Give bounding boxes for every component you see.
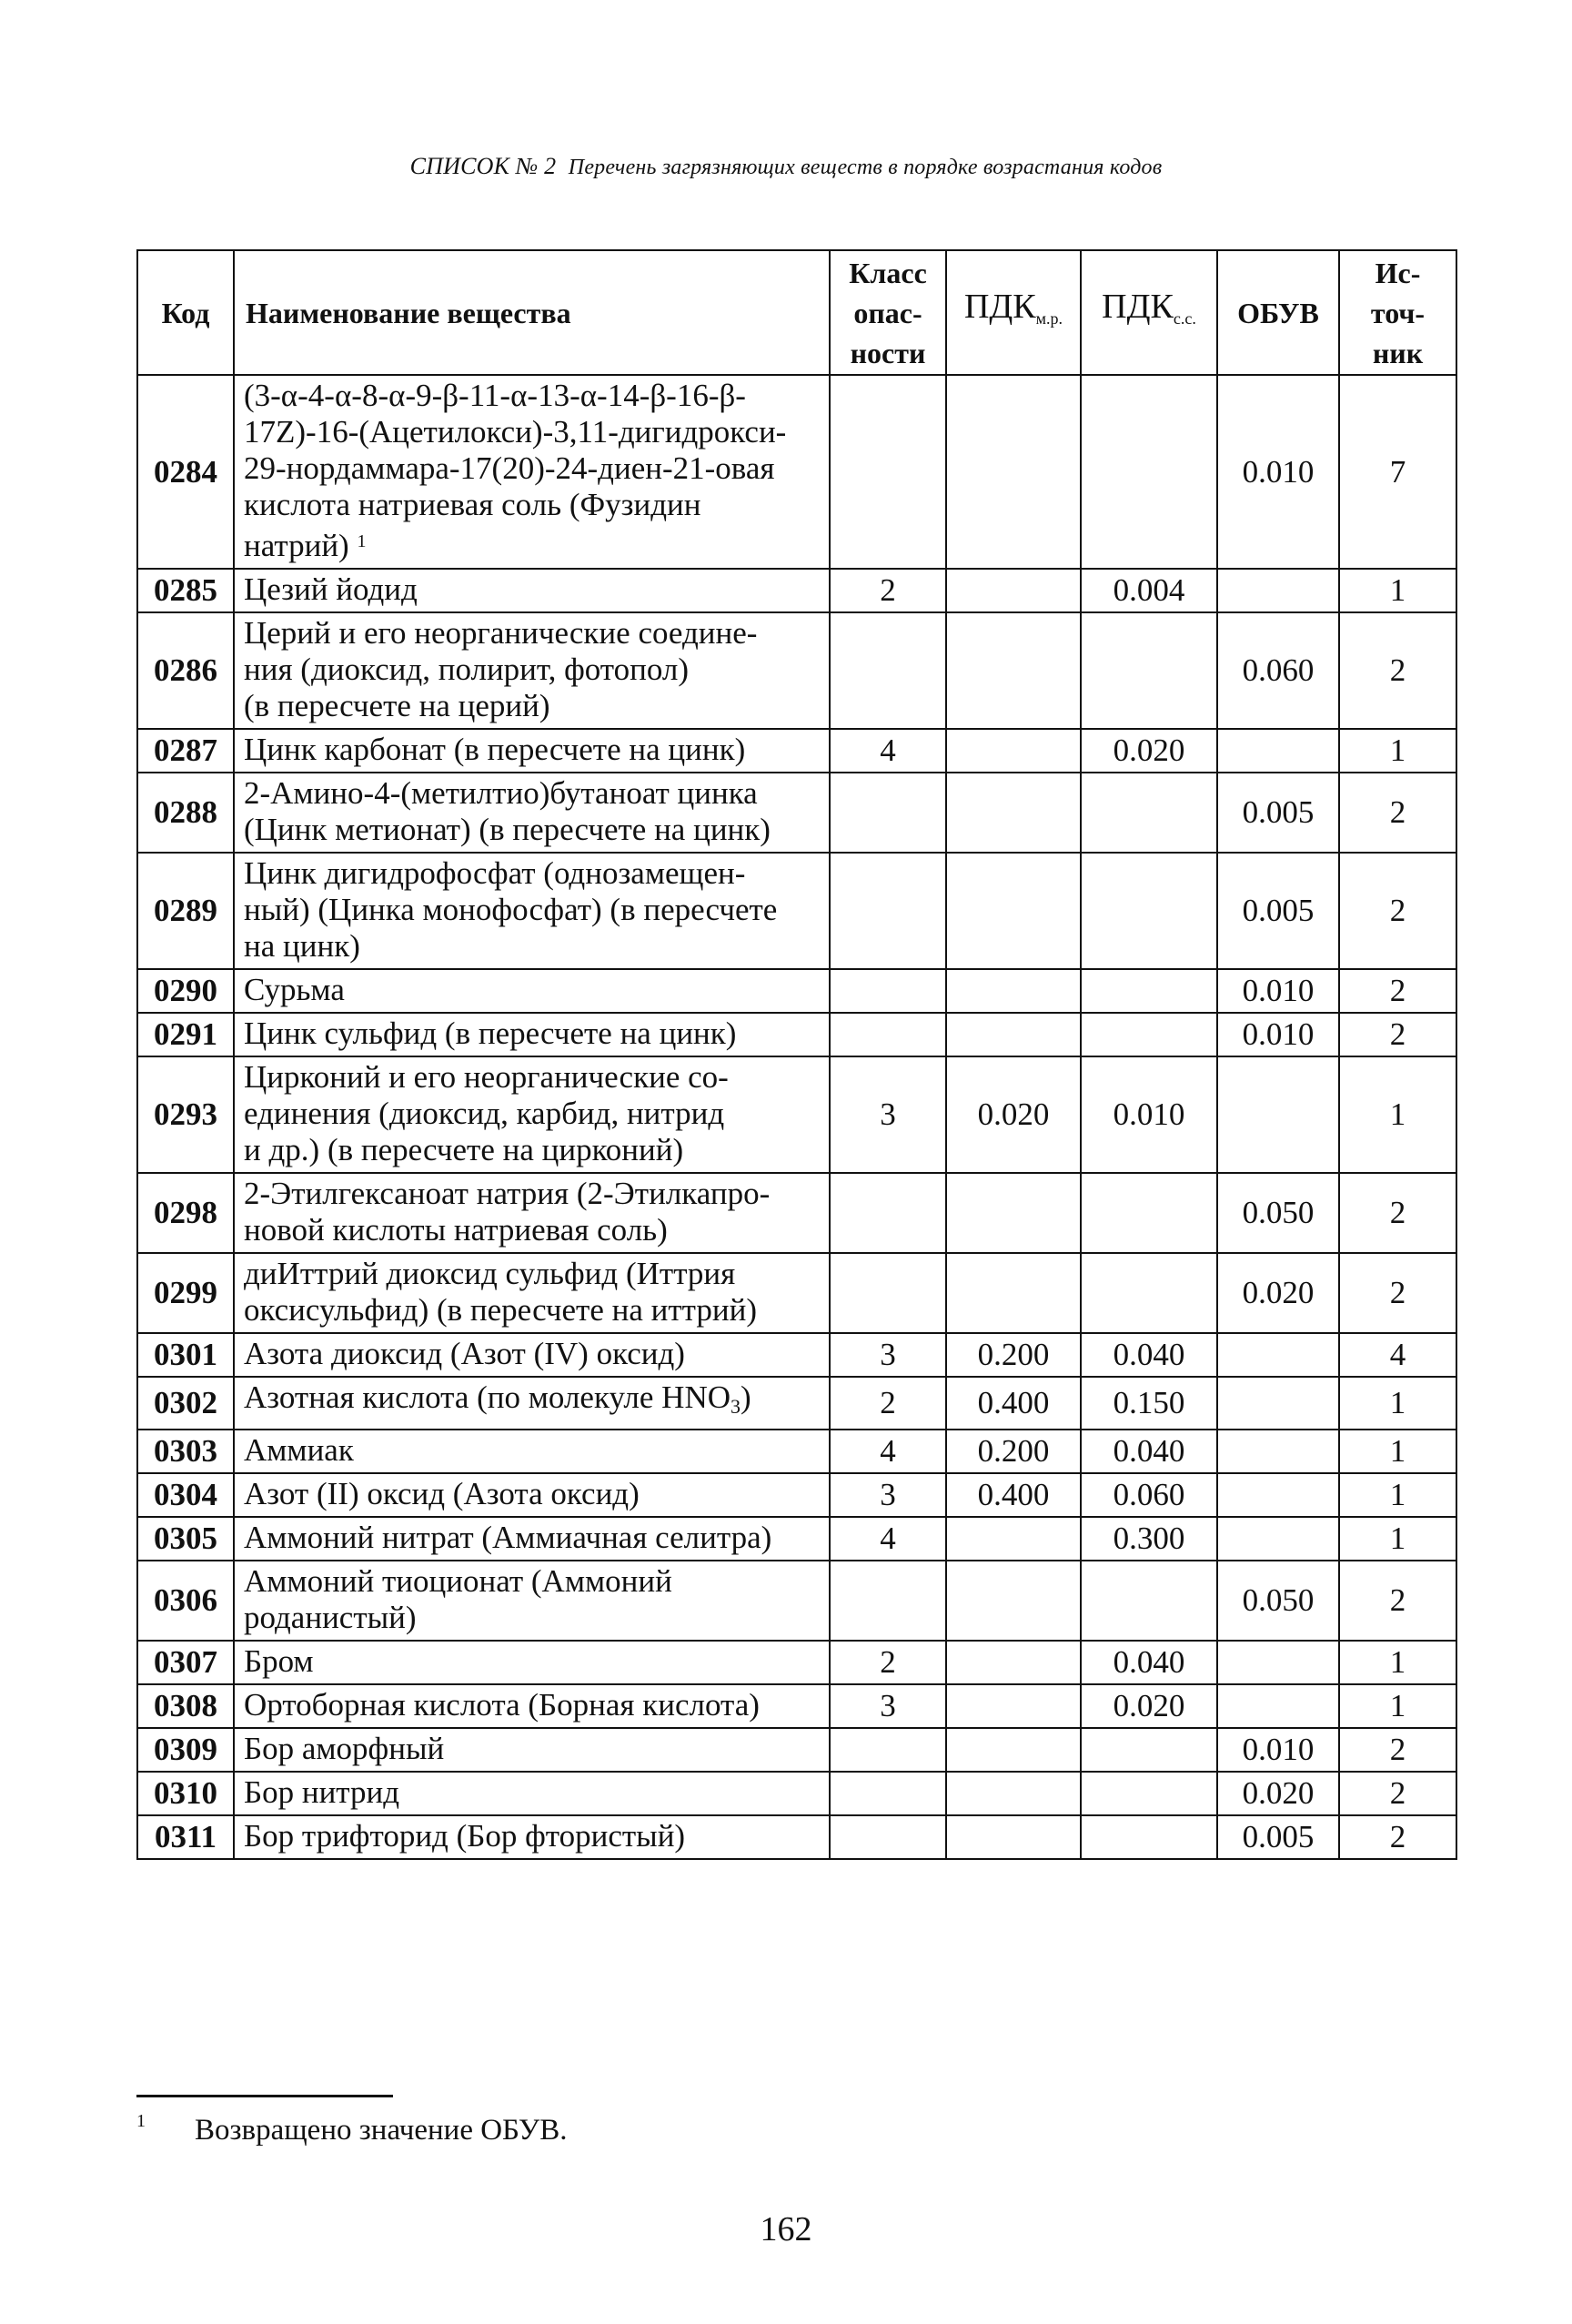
- obuv: 0.020: [1217, 1772, 1339, 1815]
- source: 2: [1339, 853, 1456, 969]
- pdk-mr: [946, 969, 1081, 1013]
- hazard-class: [830, 1253, 946, 1333]
- table-row: [137, 1430, 1456, 1473]
- substance-code: 0298: [137, 1173, 234, 1253]
- obuv: [1217, 569, 1339, 612]
- pdk-ss: [1081, 773, 1217, 853]
- list-title: СПИСОК № 2: [409, 153, 557, 179]
- page-number: 162: [760, 2210, 812, 2248]
- table-row: [137, 1684, 1456, 1728]
- hazard-class: 2: [830, 1641, 946, 1684]
- substance-code: 0289: [137, 853, 234, 969]
- substance-name: Церий и его неорганические соедине- ния (диоксид, полирит, фотопол) (в пересчете на церий): [234, 612, 830, 729]
- source: 2: [1339, 969, 1456, 1013]
- pdk-mr: [946, 1641, 1081, 1684]
- table-body: [137, 375, 1456, 1859]
- pdk-ss: [1081, 969, 1217, 1013]
- source: 1: [1339, 569, 1456, 612]
- table-row: [137, 1333, 1456, 1377]
- obuv: [1217, 1377, 1339, 1430]
- pdk-mr: [946, 1013, 1081, 1056]
- substance-code: 0309: [137, 1728, 234, 1772]
- pdk-mr: [946, 612, 1081, 729]
- hazard-class: 3: [830, 1333, 946, 1377]
- pdk-ss: 0.040: [1081, 1430, 1217, 1473]
- hazard-class: [830, 1728, 946, 1772]
- table-header-row: [137, 250, 1456, 375]
- table-row: [137, 853, 1456, 969]
- obuv: 0.005: [1217, 853, 1339, 969]
- pdk-ss: 0.010: [1081, 1056, 1217, 1173]
- pdk-mr: [946, 1772, 1081, 1815]
- substance-name: Цинк сульфид (в пересчете на цинк): [234, 1013, 830, 1056]
- obuv: 0.050: [1217, 1173, 1339, 1253]
- obuv: 0.005: [1217, 773, 1339, 853]
- table-row: [137, 729, 1456, 773]
- obuv: 0.010: [1217, 1728, 1339, 1772]
- hazard-class: 2: [830, 1377, 946, 1430]
- footnote-mark: 1: [136, 2111, 146, 2131]
- obuv: 0.010: [1217, 1013, 1339, 1056]
- table-row: [137, 1772, 1456, 1815]
- col-header-code: Код: [137, 250, 234, 375]
- obuv: 0.010: [1217, 969, 1339, 1013]
- table-row: [137, 1056, 1456, 1173]
- hazard-class: 3: [830, 1056, 946, 1173]
- substance-code: 0288: [137, 773, 234, 853]
- source: 2: [1339, 773, 1456, 853]
- col-header-pdk-ss: $ПДК_{с.с.}$: [1081, 250, 1217, 375]
- hazard-class: [830, 1561, 946, 1641]
- table-row: [137, 773, 1456, 853]
- pdk-mr: [946, 1684, 1081, 1728]
- substance-name: Азота диоксид (Азот (IV) оксид): [234, 1333, 830, 1377]
- pdk-mr: [946, 729, 1081, 773]
- source: 2: [1339, 1815, 1456, 1859]
- pdk-mr: [946, 1253, 1081, 1333]
- hazard-class: [830, 375, 946, 569]
- source: 1: [1339, 1473, 1456, 1517]
- substance-code: 0305: [137, 1517, 234, 1561]
- source: 1: [1339, 1684, 1456, 1728]
- source: 1: [1339, 1517, 1456, 1561]
- table-row: [137, 569, 1456, 612]
- substance-name: Цинк дигидрофосфат (однозамещен- ный) (Цинка монофосфат) (в пересчете на цинк): [234, 853, 830, 969]
- obuv: [1217, 1473, 1339, 1517]
- col-header-name: Наименование вещества: [234, 250, 830, 375]
- substance-code: 0286: [137, 612, 234, 729]
- pollutants-table: [136, 249, 1457, 1860]
- hazard-class: [830, 773, 946, 853]
- substance-name: Азот (II) оксид (Азота оксид): [234, 1473, 830, 1517]
- substance-code: 0303: [137, 1430, 234, 1473]
- table-row: [137, 1641, 1456, 1684]
- substance-name: Ортоборная кислота (Борная кислота): [234, 1684, 830, 1728]
- source: 1: [1339, 1056, 1456, 1173]
- substance-code: 0308: [137, 1684, 234, 1728]
- pdk-ss: [1081, 853, 1217, 969]
- hazard-class: 4: [830, 729, 946, 773]
- hazard-class: [830, 1815, 946, 1859]
- substance-code: 0307: [137, 1641, 234, 1684]
- obuv: [1217, 729, 1339, 773]
- substance-code: 0285: [137, 569, 234, 612]
- pdk-mr: 0.200: [946, 1333, 1081, 1377]
- obuv: 0.020: [1217, 1253, 1339, 1333]
- substance-code: 0311: [137, 1815, 234, 1859]
- pdk-ss: [1081, 1013, 1217, 1056]
- obuv: 0.010: [1217, 375, 1339, 569]
- obuv: [1217, 1430, 1339, 1473]
- pdk-ss: [1081, 1253, 1217, 1333]
- pdk-ss: 0.020: [1081, 729, 1217, 773]
- list-subtitle: Перечень загрязняющих веществ в порядке возрастания кодов: [568, 156, 1163, 179]
- pdk-ss: [1081, 1173, 1217, 1253]
- hazard-class: [830, 969, 946, 1013]
- substance-code: 0301: [137, 1333, 234, 1377]
- table-row: [137, 1377, 1456, 1430]
- pdk-mr: [946, 1815, 1081, 1859]
- pdk-mr: [946, 773, 1081, 853]
- substance-name: Бор аморфный: [234, 1728, 830, 1772]
- substance-name: Цинк карбонат (в пересчете на цинк): [234, 729, 830, 773]
- hazard-class: 3: [830, 1473, 946, 1517]
- pdk-mr: [946, 375, 1081, 569]
- pdk-mr: [946, 1517, 1081, 1561]
- col-header-obuv: ОБУВ: [1217, 250, 1339, 375]
- substance-code: 0310: [137, 1772, 234, 1815]
- obuv: 0.060: [1217, 612, 1339, 729]
- pdk-ss: [1081, 1728, 1217, 1772]
- substance-code: 0284: [137, 375, 234, 569]
- pdk-ss: [1081, 1772, 1217, 1815]
- obuv: [1217, 1517, 1339, 1561]
- pdk-mr: [946, 1561, 1081, 1641]
- hazard-class: [830, 853, 946, 969]
- table-row: [137, 612, 1456, 729]
- obuv: [1217, 1333, 1339, 1377]
- col-header-source: Ис- точ- ник: [1339, 250, 1456, 375]
- table-row: [137, 1728, 1456, 1772]
- pdk-ss: 0.020: [1081, 1684, 1217, 1728]
- source: 2: [1339, 1253, 1456, 1333]
- pdk-ss: 0.300: [1081, 1517, 1217, 1561]
- pdk-ss: 0.150: [1081, 1377, 1217, 1430]
- pdk-mr: [946, 853, 1081, 969]
- substance-name: (3-α-4-α-8-α-9-β-11-α-13-α-14-β-16-β- 17Z)-16-(Ацетилокси)-3,11-дигидрокси- 29-нордаммара-17(20)-24-диен-21-овая кислота натриевая соль (Фузидин натрий) $^1$: [234, 375, 830, 569]
- footnote-text: Возвращено значение ОБУВ.: [195, 2114, 568, 2147]
- substance-name: 2-Этилгексаноат натрия (2-Этилкапро- новой кислоты натриевая соль): [234, 1173, 830, 1253]
- hazard-class: [830, 1013, 946, 1056]
- hazard-class: [830, 612, 946, 729]
- substance-code: 0302: [137, 1377, 234, 1430]
- table-row: [137, 1815, 1456, 1859]
- substance-code: 0287: [137, 729, 234, 773]
- substance-code: 0304: [137, 1473, 234, 1517]
- obuv: 0.050: [1217, 1561, 1339, 1641]
- substance-name: Цезий йодид: [234, 569, 830, 612]
- obuv: [1217, 1056, 1339, 1173]
- substance-name: диИттрий диоксид сульфид (Иттрия оксисульфид) (в пересчете на иттрий): [234, 1253, 830, 1333]
- footnote-divider: [136, 2095, 393, 2097]
- substance-name: Цирконий и его неорганические со- единения (диоксид, карбид, нитрид и др.) (в пересчете на цирконий): [234, 1056, 830, 1173]
- table-row: [137, 1253, 1456, 1333]
- substance-name: Бор трифторид (Бор фтористый): [234, 1815, 830, 1859]
- obuv: [1217, 1641, 1339, 1684]
- obuv: [1217, 1684, 1339, 1728]
- hazard-class: [830, 1772, 946, 1815]
- source: 1: [1339, 1641, 1456, 1684]
- substance-name: Аммоний тиоционат (Аммоний роданистый): [234, 1561, 830, 1641]
- obuv: 0.005: [1217, 1815, 1339, 1859]
- table-row: [137, 1517, 1456, 1561]
- substance-code: 0293: [137, 1056, 234, 1173]
- substance-name: Бор нитрид: [234, 1772, 830, 1815]
- table-row: [137, 1561, 1456, 1641]
- pdk-ss: 0.060: [1081, 1473, 1217, 1517]
- table-row: [137, 969, 1456, 1013]
- pdk-ss: 0.040: [1081, 1641, 1217, 1684]
- source: 2: [1339, 612, 1456, 729]
- source: 4: [1339, 1333, 1456, 1377]
- substance-name: 2-Амино-4-(метилтио)бутаноат цинка (Цинк метионат) (в пересчете на цинк): [234, 773, 830, 853]
- pdk-mr: 0.020: [946, 1056, 1081, 1173]
- pdk-ss: 0.040: [1081, 1333, 1217, 1377]
- pdk-mr: [946, 1728, 1081, 1772]
- hazard-class: [830, 1173, 946, 1253]
- source: 2: [1339, 1013, 1456, 1056]
- page-header: [0, 153, 1572, 180]
- substance-name: Аммиак: [234, 1430, 830, 1473]
- table-row: [137, 1173, 1456, 1253]
- hazard-class: 3: [830, 1684, 946, 1728]
- source: 2: [1339, 1728, 1456, 1772]
- pdk-ss: [1081, 1815, 1217, 1859]
- pdk-ss: [1081, 1561, 1217, 1641]
- table-row: [137, 1013, 1456, 1056]
- substance-code: 0299: [137, 1253, 234, 1333]
- substance-name: Сурьма: [234, 969, 830, 1013]
- substance-code: 0291: [137, 1013, 234, 1056]
- source: 1: [1339, 1377, 1456, 1430]
- table-row: [137, 1473, 1456, 1517]
- pdk-mr: [946, 1173, 1081, 1253]
- col-header-pdk-mr: $ПДК_{м.р.}$: [946, 250, 1081, 375]
- source: 1: [1339, 1430, 1456, 1473]
- source: 2: [1339, 1772, 1456, 1815]
- pdk-ss: 0.004: [1081, 569, 1217, 612]
- pdk-mr: 0.400: [946, 1473, 1081, 1517]
- pdk-ss: [1081, 375, 1217, 569]
- substance-name: Аммоний нитрат (Аммиачная селитра): [234, 1517, 830, 1561]
- footnote: [136, 2111, 567, 2147]
- col-header-hazard-class: Класс опас- ности: [830, 250, 946, 375]
- table-row: [137, 375, 1456, 569]
- hazard-class: 4: [830, 1517, 946, 1561]
- pdk-mr: 0.200: [946, 1430, 1081, 1473]
- hazard-class: 2: [830, 569, 946, 612]
- source: 1: [1339, 729, 1456, 773]
- pdk-mr: [946, 569, 1081, 612]
- pdk-ss: [1081, 612, 1217, 729]
- source: 7: [1339, 375, 1456, 569]
- substance-code: 0290: [137, 969, 234, 1013]
- substance-name: Азотная кислота (по молекуле $HNO_3$): [234, 1377, 830, 1430]
- source: 2: [1339, 1173, 1456, 1253]
- pdk-mr: 0.400: [946, 1377, 1081, 1430]
- hazard-class: 4: [830, 1430, 946, 1473]
- footnote-ref: 1: [357, 531, 367, 551]
- source: 2: [1339, 1561, 1456, 1641]
- substance-name: Бром: [234, 1641, 830, 1684]
- substance-code: 0306: [137, 1561, 234, 1641]
